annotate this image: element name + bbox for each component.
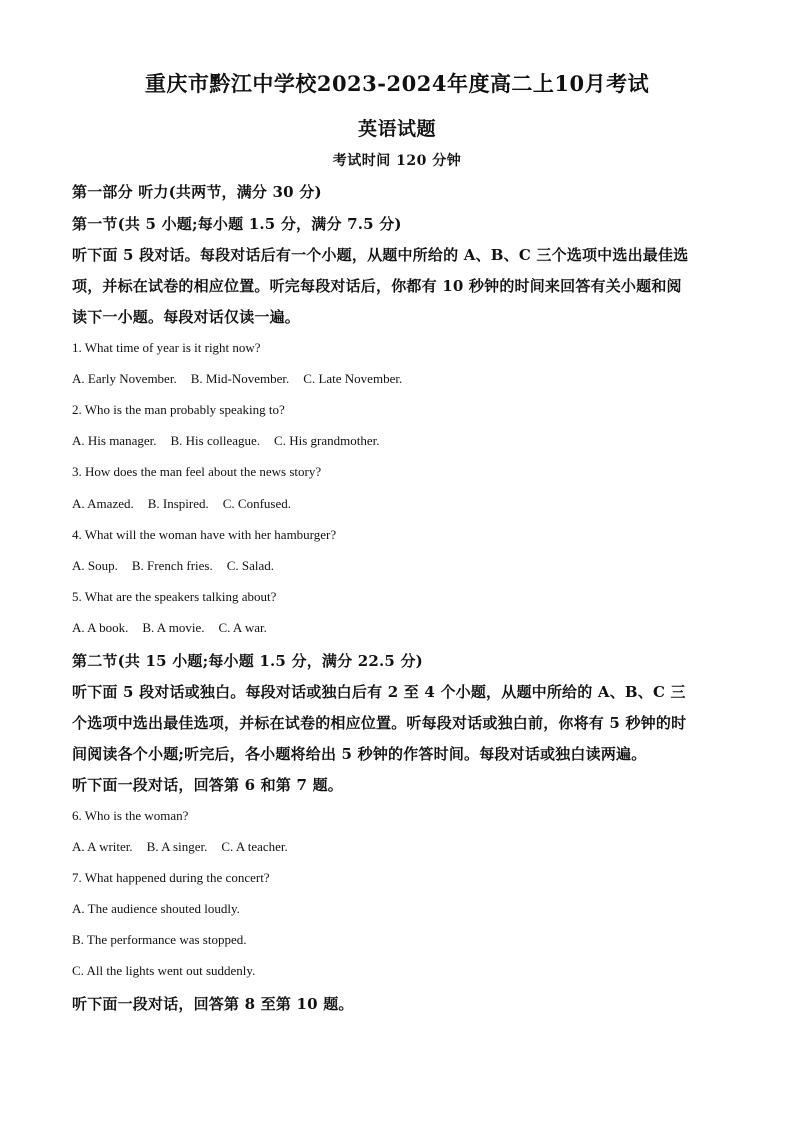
section1-heading: 第一部分 听力(共两节，满分 30 分) xyxy=(72,183,322,201)
part1-instruction-line: 读下一小题。每段对话仅读一遍。 xyxy=(72,308,301,326)
exam-time: 考试时间 120 分钟 xyxy=(332,153,462,169)
option-b: B. A movie. xyxy=(142,620,205,635)
part2-instruction-line: 个选项中选出最佳选项，并标在试卷的相应位置。听每段对话或独白前，你将有 5 秒钟的时 xyxy=(72,714,687,732)
question-text: 3. How does the man feel about the news story? xyxy=(72,464,322,479)
part2-heading: 第二节(共 15 小题;每小题 1.5 分，满分 22.5 分) xyxy=(72,652,423,670)
question-options xyxy=(72,433,379,449)
question-text: 1. What time of year is it right now? xyxy=(72,340,261,355)
option-b: B. The performance was stopped. xyxy=(72,932,247,947)
option-a: A. A writer. xyxy=(72,839,133,854)
exam-title: 重庆市黔江中学校2023-2024年度高二上10月考试 xyxy=(144,71,650,96)
question-options xyxy=(72,371,402,387)
option-c: C. A teacher. xyxy=(221,839,288,854)
option-a: A. Early November. xyxy=(72,371,177,386)
option-c: C. A war. xyxy=(218,620,267,635)
option-a: A. Soup. xyxy=(72,558,118,573)
part1-heading: 第一节(共 5 小题;每小题 1.5 分，满分 7.5 分) xyxy=(72,215,402,233)
option-a: A. The audience shouted loudly. xyxy=(72,901,240,916)
option-c: C. Late November. xyxy=(303,371,403,386)
option-b: B. A singer. xyxy=(146,839,208,854)
question-text: 5. What are the speakers talking about? xyxy=(72,589,277,604)
question-options xyxy=(72,839,288,855)
option-c: C. Confused. xyxy=(222,496,292,511)
part1-instruction-line: 项，并标在试卷的相应位置。听完每段对话后，你都有 10 秒钟的时间来回答有关小题和阅 xyxy=(72,277,682,295)
option-b: B. His colleague. xyxy=(170,433,261,448)
option-c: C. His grandmother. xyxy=(274,433,380,448)
question-text: 6. Who is the woman? xyxy=(72,808,189,823)
question-text: 2. Who is the man probably speaking to? xyxy=(72,402,285,417)
dialog-intro: 听下面一段对话，回答第 8 至第 10 题。 xyxy=(72,995,354,1013)
option-c: C. All the lights went out suddenly. xyxy=(72,963,256,978)
dialog-intro: 听下面一段对话，回答第 6 和第 7 题。 xyxy=(72,776,343,794)
option-a: A. His manager. xyxy=(72,433,157,448)
part2-instruction-line: 间阅读各个小题;听完后，各小题将给出 5 秒钟的作答时间。每段对话或独白读两遍。 xyxy=(72,745,647,763)
question-text: 7. What happened during the concert? xyxy=(72,870,270,885)
option-b: B. French fries. xyxy=(131,558,213,573)
subject-title: 英语试题 xyxy=(357,118,436,140)
part2-instruction-line: 听下面 5 段对话或独白。每段对话或独白后有 2 至 4 个小题，从题中所给的 A、B、C 三 xyxy=(72,683,686,701)
question-options xyxy=(72,620,267,636)
option-a: A. A book. xyxy=(72,620,129,635)
option-c: C. Salad. xyxy=(226,558,275,573)
question-options xyxy=(72,496,291,512)
part1-instruction-line: 听下面 5 段对话。每段对话后有一个小题，从题中所给的 A、B、C 三个选项中选出最佳选 xyxy=(72,246,689,264)
question-text: 4. What will the woman have with her hamburger? xyxy=(72,527,337,542)
option-b: B. Inspired. xyxy=(147,496,209,511)
option-a: A. Amazed. xyxy=(72,496,134,511)
question-options xyxy=(72,558,274,574)
option-b: B. Mid-November. xyxy=(190,371,290,386)
